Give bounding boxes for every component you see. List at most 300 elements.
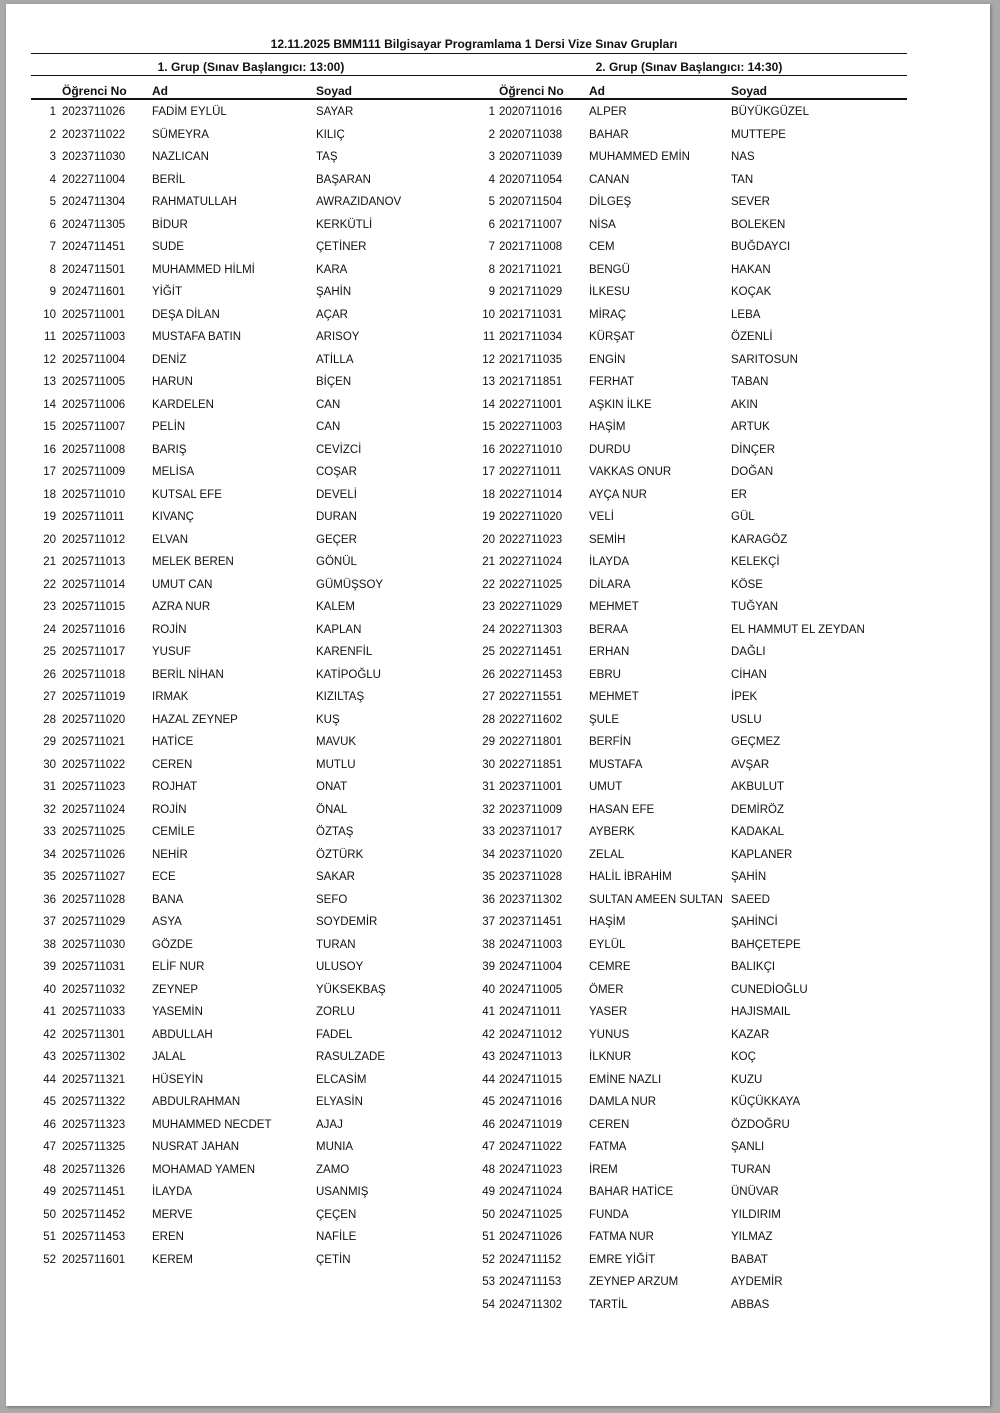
student-index: 40 (43, 983, 56, 996)
student-last-name: CAN (316, 398, 341, 411)
student-index: 52 (43, 1253, 56, 1266)
student-index: 6 (49, 218, 56, 231)
student-last-name: KARENFİL (316, 646, 373, 658)
student-index: 31 (482, 781, 495, 793)
student-row (457, 168, 907, 191)
student-index: 28 (43, 713, 56, 726)
student-last-name: ARISOY (316, 331, 360, 343)
student-row (20, 190, 460, 213)
student-last-name: KATİPOĞLU (316, 668, 381, 681)
student-first-name: ABDULRAHMAN (152, 1096, 241, 1108)
student-number: 2024711302 (499, 1298, 563, 1311)
student-index: 22 (482, 578, 495, 591)
student-row (457, 505, 907, 528)
student-last-name: ÖNAL (316, 803, 348, 816)
student-last-name: SEFO (316, 893, 348, 906)
student-number: 2024711025 (499, 1208, 563, 1221)
student-first-name: MUHAMMED NECDET (152, 1118, 272, 1131)
student-index: 20 (43, 533, 56, 546)
student-row (457, 753, 907, 776)
student-first-name: YİĞİT (152, 286, 183, 298)
student-index: 3 (49, 151, 56, 163)
student-index: 21 (482, 556, 495, 568)
student-row (20, 708, 460, 731)
student-index: 2 (49, 128, 56, 141)
student-row (457, 1225, 907, 1248)
student-row (457, 550, 907, 573)
student-first-name: DİLGEŞ (589, 196, 632, 208)
student-last-name: ÇEÇEN (316, 1208, 357, 1221)
student-index: 28 (482, 713, 495, 726)
student-row (20, 168, 460, 191)
student-row (457, 933, 907, 956)
student-row (20, 483, 460, 506)
student-row (457, 1090, 907, 1113)
student-first-name: RAHMATULLAH (152, 196, 237, 208)
student-number: 2025711452 (62, 1208, 126, 1221)
student-row (457, 865, 907, 888)
student-first-name: İLKNUR (589, 1051, 632, 1063)
student-index: 37 (482, 916, 495, 928)
student-index: 45 (43, 1096, 56, 1108)
student-index: 48 (482, 1163, 495, 1176)
student-last-name: ATİLLA (316, 353, 354, 366)
student-first-name: İLAYDA (152, 1186, 193, 1198)
student-number: 2025711453 (62, 1231, 126, 1243)
student-row (20, 460, 460, 483)
student-row (457, 370, 907, 393)
student-first-name: FERHAT (589, 376, 635, 388)
student-row (20, 1023, 460, 1046)
student-number: 2024711023 (499, 1163, 563, 1176)
student-last-name: GÜL (731, 511, 755, 523)
student-last-name: ÇETİN (316, 1253, 351, 1266)
student-last-name: ŞANLI (731, 1141, 765, 1153)
document-page (6, 4, 990, 1406)
student-last-name: GÖNÜL (316, 556, 357, 568)
student-row (20, 528, 460, 551)
student-index: 22 (43, 578, 56, 591)
student-row (20, 280, 460, 303)
student-first-name: BERİL NİHAN (152, 668, 224, 681)
student-last-name: RASULZADE (316, 1051, 386, 1063)
student-first-name: KARDELEN (152, 398, 214, 411)
student-number: 2022711001 (499, 398, 563, 411)
student-number: 2024711004 (499, 961, 563, 973)
student-index: 21 (43, 556, 56, 568)
student-last-name: TURAN (731, 1163, 771, 1176)
student-first-name: HÜSEYİN (152, 1073, 204, 1086)
student-number: 2022711020 (499, 511, 563, 523)
student-index: 13 (482, 376, 495, 388)
student-number: 2023711020 (499, 848, 563, 861)
student-row (20, 1045, 460, 1068)
student-row (20, 595, 460, 618)
student-first-name: EYLÜL (589, 938, 626, 951)
student-last-name: MAVUK (316, 736, 357, 748)
student-first-name: ZELAL (589, 848, 625, 861)
student-row (457, 325, 907, 348)
student-number: 2025711323 (62, 1118, 126, 1131)
student-first-name: CEM (589, 241, 615, 253)
student-row (20, 1203, 460, 1226)
student-row (20, 303, 460, 326)
student-first-name: VELİ (589, 511, 614, 523)
student-last-name: ÖZDOĞRU (731, 1118, 790, 1131)
student-row (457, 663, 907, 686)
student-index: 18 (482, 488, 495, 501)
student-row (457, 888, 907, 911)
student-number: 2024711013 (499, 1051, 563, 1063)
student-row (20, 820, 460, 843)
student-number: 2025711007 (62, 421, 126, 433)
student-row (20, 1113, 460, 1136)
student-row (20, 888, 460, 911)
student-number: 2022711025 (499, 578, 563, 591)
student-number: 2020711038 (499, 128, 563, 141)
student-number: 2025711006 (62, 398, 126, 411)
student-index: 20 (482, 533, 495, 546)
student-number: 2022711003 (499, 421, 563, 433)
student-first-name: EBRU (589, 668, 621, 681)
student-first-name: KÜRŞAT (589, 331, 635, 343)
student-first-name: EREN (152, 1231, 184, 1243)
student-row (457, 528, 907, 551)
student-index: 32 (43, 803, 56, 816)
student-row (20, 415, 460, 438)
student-index: 13 (43, 376, 56, 388)
student-last-name: ŞAHİN (731, 871, 767, 883)
student-index: 24 (43, 623, 56, 636)
student-index: 6 (488, 218, 495, 231)
student-index: 50 (482, 1208, 495, 1221)
student-first-name: CEMRE (589, 961, 631, 973)
student-first-name: ZEYNEP (152, 983, 199, 996)
student-row (457, 415, 907, 438)
student-row (20, 1068, 460, 1091)
student-first-name: ROJİN (152, 623, 187, 636)
student-index: 1 (488, 106, 495, 118)
student-index: 15 (43, 421, 56, 433)
student-last-name: KÜÇÜKKAYA (731, 1096, 801, 1108)
student-index: 31 (43, 781, 56, 793)
student-first-name: MEHMET (589, 601, 639, 613)
student-number: 2024711153 (499, 1276, 562, 1288)
student-first-name: DİLARA (589, 578, 631, 591)
student-index: 16 (43, 443, 56, 456)
student-row (457, 348, 907, 371)
student-last-name: SAKAR (316, 871, 355, 883)
student-number: 2025711321 (62, 1073, 126, 1086)
student-last-name: BALIKÇI (731, 961, 776, 973)
student-last-name: HAKAN (731, 263, 771, 276)
student-last-name: FADEL (316, 1028, 353, 1041)
student-last-name: KALEM (316, 601, 355, 613)
student-row (20, 798, 460, 821)
student-index: 16 (482, 443, 495, 456)
student-row (20, 843, 460, 866)
student-first-name: ELİF NUR (152, 961, 205, 973)
student-first-name: ENGİN (589, 353, 626, 366)
student-number: 2025711301 (62, 1028, 126, 1041)
student-index: 33 (482, 826, 495, 838)
student-first-name: ERHAN (589, 646, 630, 658)
student-index: 43 (43, 1051, 56, 1063)
student-number: 2023711028 (499, 871, 563, 883)
student-last-name: KIZILTAŞ (316, 691, 365, 703)
student-first-name: AZRA NUR (152, 601, 211, 613)
student-number: 2025711326 (62, 1163, 126, 1176)
student-number: 2023711001 (499, 781, 563, 793)
student-number: 2025711020 (62, 713, 126, 726)
student-number: 2022711801 (499, 736, 563, 748)
student-number: 2025711009 (62, 466, 126, 478)
student-first-name: CEREN (589, 1118, 630, 1131)
student-row (20, 933, 460, 956)
student-number: 2024711024 (499, 1186, 563, 1198)
student-number: 2022711010 (499, 443, 563, 456)
student-first-name: ABDULLAH (152, 1028, 213, 1041)
student-number: 2021711021 (499, 263, 563, 276)
student-last-name: BÜYÜKGÜZEL (731, 106, 809, 118)
student-last-name: BABAT (731, 1253, 768, 1266)
student-number: 2021711007 (499, 218, 563, 231)
student-row (20, 685, 460, 708)
student-row (457, 1270, 907, 1293)
student-first-name: CEMİLE (152, 826, 195, 838)
student-first-name: DAMLA NUR (589, 1096, 657, 1108)
student-row (457, 438, 907, 461)
student-first-name: DEŞA DİLAN (152, 308, 220, 321)
group-1-list (20, 100, 460, 1270)
student-first-name: BAHAR (589, 128, 629, 141)
student-last-name: ARTUK (731, 421, 770, 433)
student-number: 2023711017 (499, 826, 563, 838)
student-number: 2025711026 (62, 848, 126, 861)
student-row (20, 438, 460, 461)
student-index: 27 (43, 691, 56, 703)
student-first-name: NİSA (589, 218, 616, 231)
student-index: 15 (482, 421, 495, 433)
student-index: 49 (482, 1186, 495, 1198)
student-number: 2025711023 (62, 781, 126, 793)
student-row (20, 1158, 460, 1181)
student-row (20, 235, 460, 258)
student-index: 5 (488, 196, 495, 208)
student-index: 47 (482, 1141, 495, 1153)
student-last-name: BİÇEN (316, 376, 352, 388)
student-number: 2024711501 (62, 263, 126, 276)
student-number: 2022711004 (62, 173, 126, 186)
student-number: 2021711008 (499, 241, 563, 253)
student-number: 2024711016 (499, 1096, 563, 1108)
student-last-name: GEÇER (316, 533, 357, 546)
student-row (20, 1090, 460, 1113)
student-number: 2023711026 (62, 106, 126, 118)
student-number: 2020711054 (499, 173, 563, 186)
student-last-name: YILMAZ (731, 1231, 773, 1243)
student-first-name: AYBERK (589, 826, 635, 838)
student-index: 25 (43, 646, 56, 658)
student-first-name: AYÇA NUR (589, 488, 647, 501)
student-last-name: ŞAHİN (316, 286, 352, 298)
group-1-heading-rule (31, 75, 471, 76)
student-last-name: NAFİLE (316, 1231, 357, 1243)
student-index: 8 (488, 263, 495, 276)
student-row (457, 708, 907, 731)
student-row (20, 1135, 460, 1158)
student-index: 39 (43, 961, 56, 973)
student-index: 30 (43, 758, 56, 771)
student-number: 2025711011 (62, 511, 125, 523)
student-index: 53 (482, 1276, 495, 1288)
student-index: 19 (43, 511, 56, 523)
student-first-name: ASYA (152, 916, 182, 928)
student-last-name: ABBAS (731, 1298, 770, 1311)
student-number: 2022711011 (499, 466, 562, 478)
student-row (457, 1135, 907, 1158)
student-row (457, 1000, 907, 1023)
student-row (457, 1068, 907, 1091)
student-row (457, 1248, 907, 1271)
student-last-name: USANMIŞ (316, 1186, 369, 1198)
student-last-name: YILDIRIM (731, 1208, 781, 1221)
student-row (457, 685, 907, 708)
student-first-name: SÜMEYRA (152, 128, 209, 141)
student-last-name: İPEK (731, 691, 758, 703)
student-index: 3 (488, 151, 495, 163)
student-number: 2024711601 (62, 286, 126, 298)
student-first-name: ŞULE (589, 713, 620, 726)
student-last-name: ZORLU (316, 1006, 355, 1018)
student-first-name: BİDUR (152, 218, 188, 231)
student-last-name: AKIN (731, 398, 758, 411)
student-index: 44 (43, 1073, 56, 1086)
title-rule (31, 53, 907, 54)
student-number: 2024711012 (499, 1028, 563, 1041)
student-first-name: DENİZ (152, 353, 187, 366)
student-row (20, 370, 460, 393)
student-last-name: HAJISMAIL (731, 1006, 791, 1018)
student-index: 41 (43, 1006, 56, 1018)
student-last-name: KOÇAK (731, 286, 772, 298)
student-index: 14 (482, 398, 495, 411)
student-number: 2025711322 (62, 1096, 126, 1108)
student-number: 2025711018 (62, 668, 126, 681)
student-index: 4 (488, 173, 495, 186)
student-index: 54 (482, 1298, 495, 1311)
student-number: 2024711305 (62, 218, 126, 231)
student-number: 2024711026 (499, 1231, 563, 1243)
student-first-name: YASEMİN (152, 1006, 203, 1018)
student-last-name: LEBA (731, 308, 761, 321)
student-number: 2024711015 (499, 1073, 563, 1086)
student-index: 9 (488, 286, 495, 298)
student-index: 11 (483, 331, 495, 343)
group-2-header-no: Öğrenci No (499, 84, 564, 98)
student-number: 2025711015 (62, 601, 126, 613)
student-row (20, 348, 460, 371)
student-first-name: KUTSAL EFE (152, 488, 222, 501)
student-number: 2025711029 (62, 916, 126, 928)
student-number: 2020711016 (499, 106, 563, 118)
student-number: 2023711009 (499, 803, 563, 816)
student-row (20, 100, 460, 123)
student-first-name: TARTİL (589, 1298, 628, 1311)
student-first-name: CANAN (589, 173, 630, 186)
student-row (457, 280, 907, 303)
student-first-name: HAZAL ZEYNEP (152, 713, 238, 726)
student-first-name: ALPER (589, 106, 627, 118)
student-number: 2025711005 (62, 376, 126, 388)
student-first-name: NUSRAT JAHAN (152, 1141, 240, 1153)
page-title: 12.11.2025 BMM111 Bilgisayar Programlama 1 Dersi Vize Sınav Grupları (270, 37, 678, 51)
student-last-name: MUTTEPE (731, 128, 786, 141)
student-row (20, 393, 460, 416)
group-1-heading: 1. Grup (Sınav Başlangıcı: 13:00) (157, 60, 345, 74)
student-number: 2025711010 (62, 488, 126, 501)
student-last-name: GEÇMEZ (731, 736, 781, 748)
student-last-name: CAN (316, 421, 341, 433)
student-index: 42 (43, 1028, 56, 1041)
student-last-name: KADAKAL (731, 826, 785, 838)
student-first-name: İREM (589, 1163, 618, 1176)
student-first-name: PELİN (152, 421, 186, 433)
student-last-name: BAHÇETEPE (731, 938, 801, 951)
student-row (20, 910, 460, 933)
student-row (20, 1248, 460, 1271)
student-last-name: NAS (731, 151, 755, 163)
student-first-name: ROJİN (152, 803, 187, 816)
student-last-name: ŞAHİNCİ (731, 916, 778, 928)
student-number: 2022711851 (499, 758, 563, 771)
student-number: 2022711602 (499, 713, 563, 726)
student-row (20, 550, 460, 573)
student-number: 2022711551 (499, 691, 563, 703)
student-number: 2023711302 (499, 893, 563, 906)
student-row (20, 573, 460, 596)
student-index: 32 (482, 803, 495, 816)
student-row (457, 393, 907, 416)
student-last-name: TURAN (316, 938, 356, 951)
student-row (457, 955, 907, 978)
student-number: 2021711031 (499, 308, 563, 321)
student-index: 35 (43, 871, 56, 883)
student-last-name: AÇAR (316, 308, 348, 321)
group-1-header-ad: Ad (152, 84, 168, 98)
student-first-name: HARUN (152, 376, 193, 388)
student-index: 26 (482, 668, 495, 681)
student-row (20, 1180, 460, 1203)
student-last-name: CİHAN (731, 668, 767, 681)
student-number: 2024711005 (499, 983, 563, 996)
student-index: 30 (482, 758, 495, 771)
student-index: 29 (482, 736, 495, 748)
student-index: 23 (482, 601, 495, 613)
student-first-name: CEREN (152, 758, 193, 771)
student-index: 24 (482, 623, 495, 636)
student-row (457, 1023, 907, 1046)
student-first-name: YUSUF (152, 646, 191, 658)
student-last-name: KILIÇ (316, 128, 345, 141)
student-number: 2025711451 (62, 1186, 126, 1198)
student-index: 7 (488, 241, 495, 253)
student-first-name: GÖZDE (152, 938, 193, 951)
student-first-name: FUNDA (589, 1208, 629, 1221)
student-row (20, 955, 460, 978)
student-first-name: ZEYNEP ARZUM (589, 1276, 679, 1288)
student-index: 34 (482, 848, 495, 861)
